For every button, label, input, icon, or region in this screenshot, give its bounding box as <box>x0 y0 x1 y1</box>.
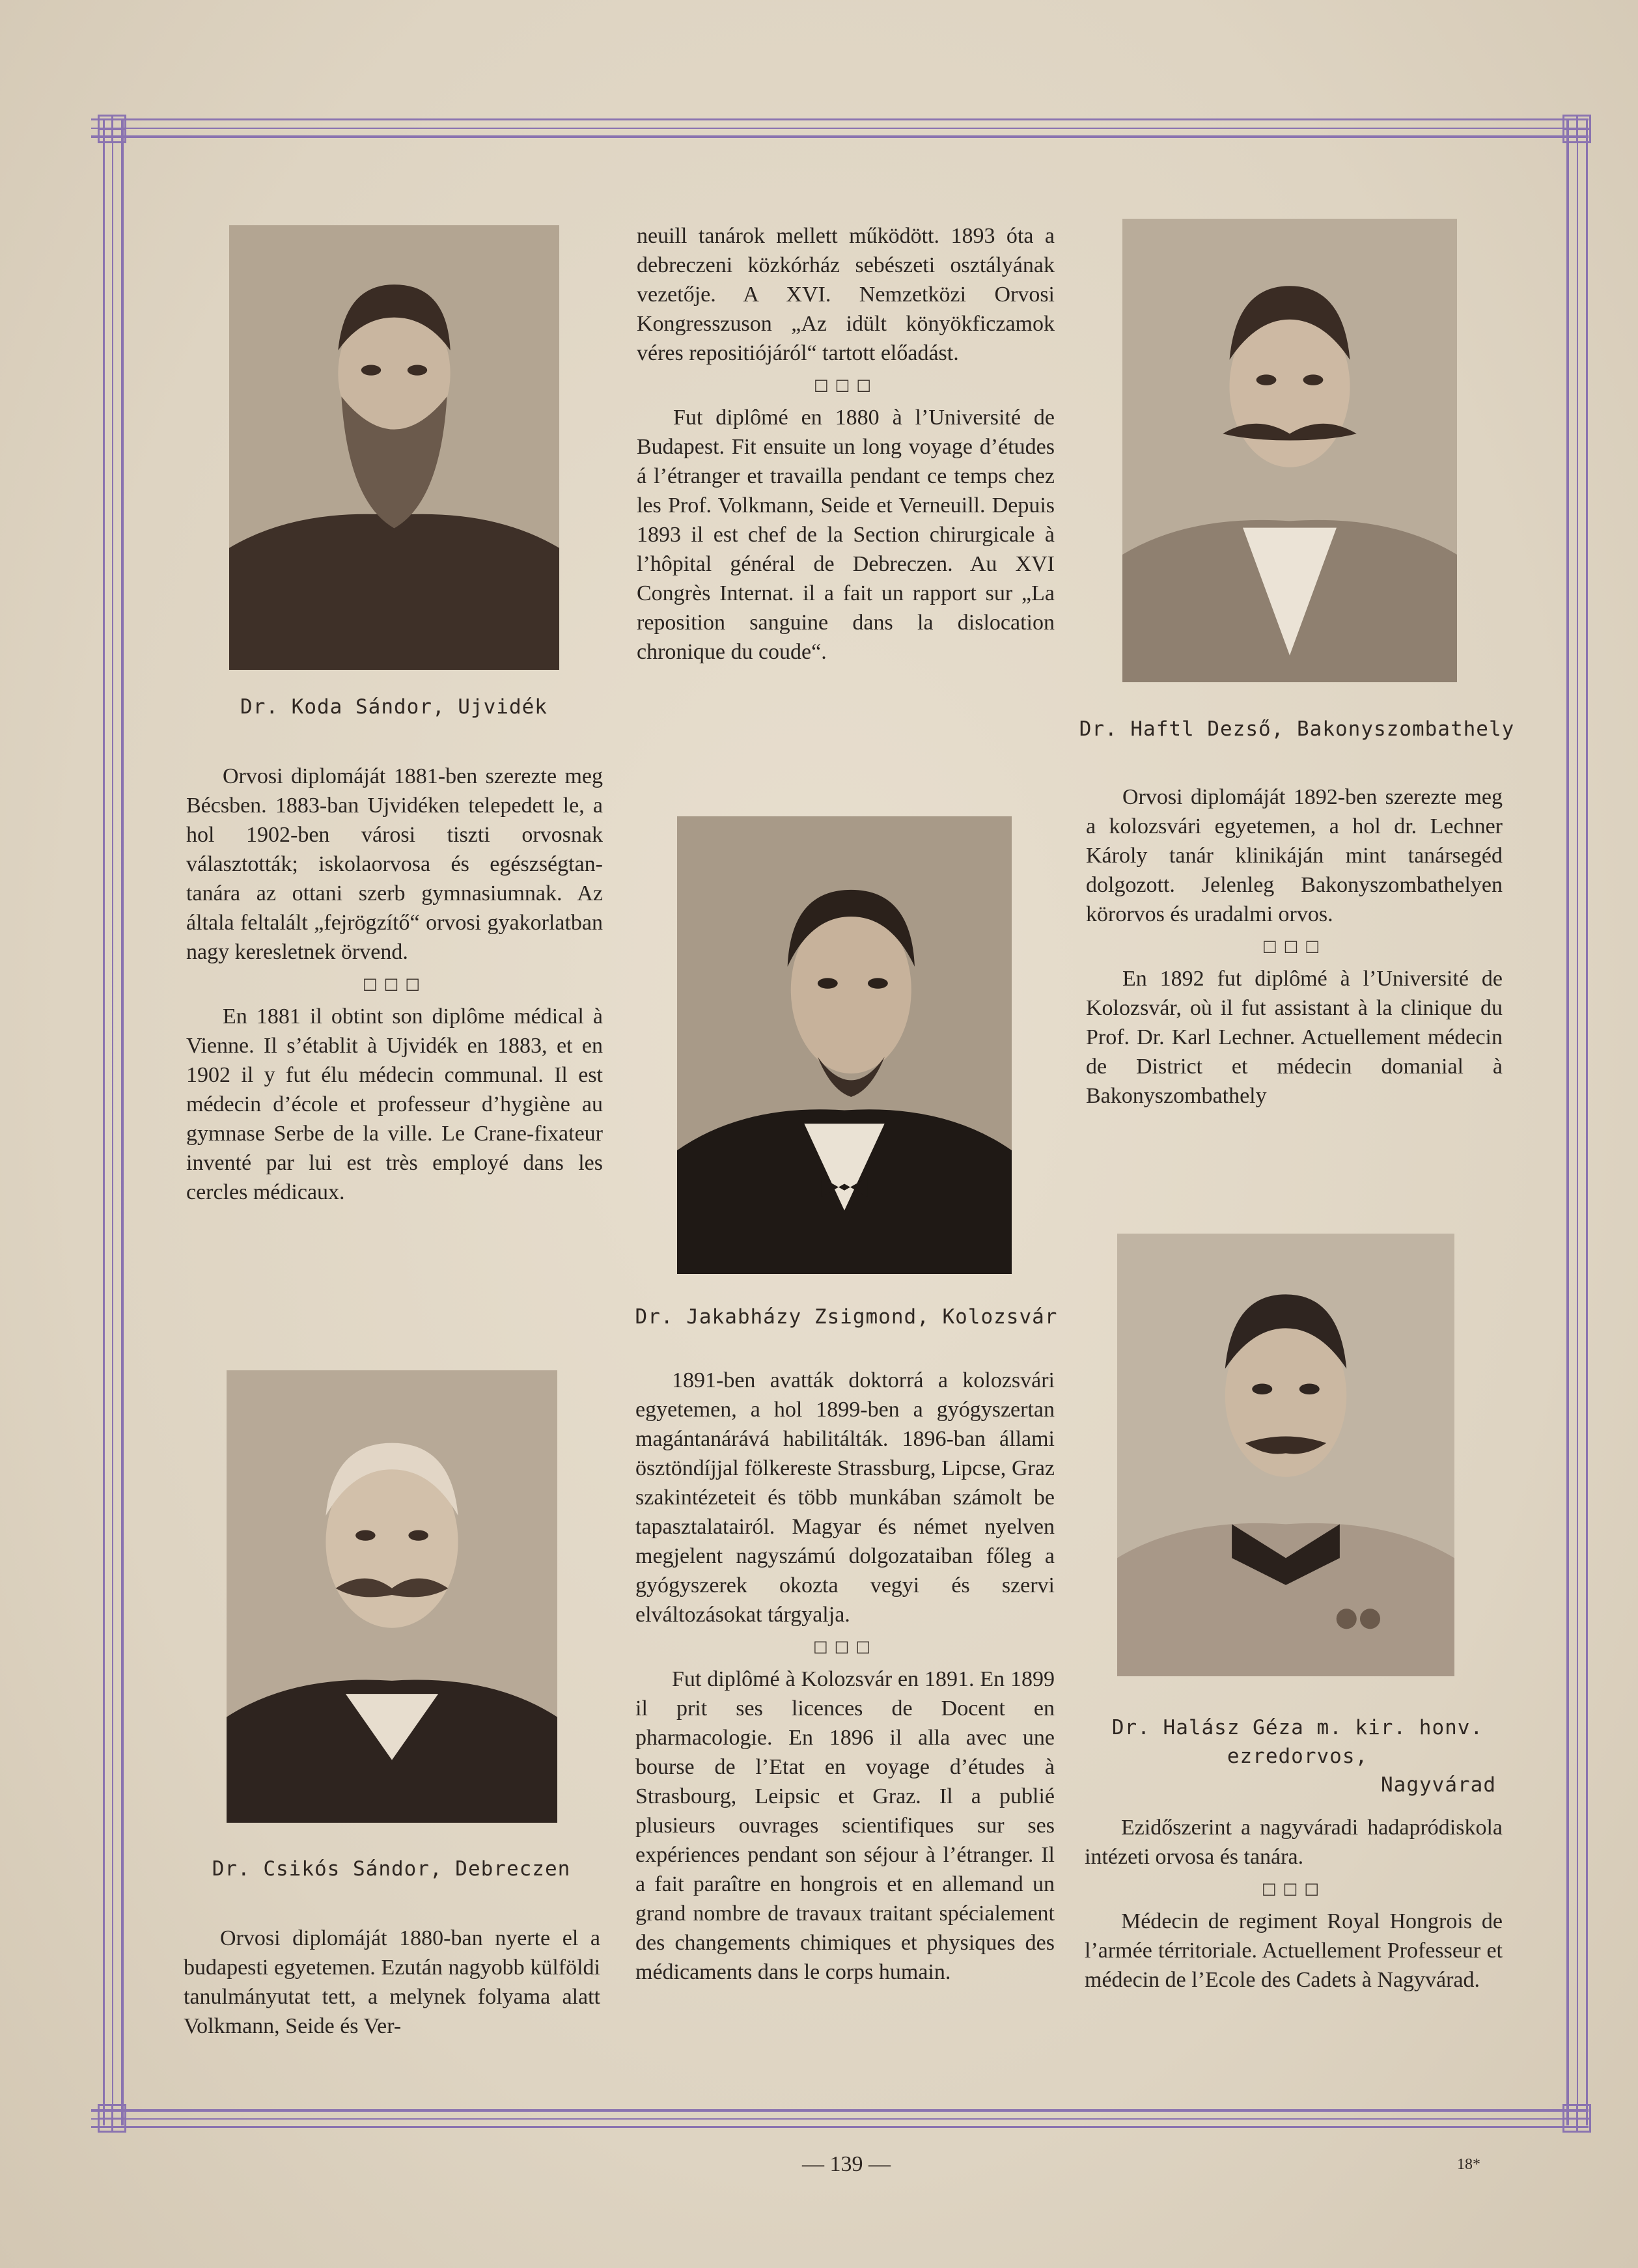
bio-haftl <box>1086 782 1503 1111</box>
page-number: — 139 — <box>802 2152 891 2176</box>
portrait-caption-csikos: Dr. Csikós Sándor, Debreczen <box>212 1857 571 1881</box>
bio-csikos-part2 <box>637 221 1055 667</box>
portrait-photo-jakabhazy <box>677 816 1012 1274</box>
portrait-caption-haftl: Dr. Haftl Dezső, Bakonyszombathely <box>1079 717 1515 741</box>
portrait-photo-halasz <box>1117 1234 1454 1676</box>
section-separator: □□□ <box>812 1637 878 1655</box>
bio-french: Médecin de regiment Royal Hongrois de l’armée térritoriale. Actuellement Professeur et médecin de l’Ecole des Cadets à Nagyvárad. <box>1085 1909 1503 1992</box>
portrait-caption-koda: Dr. Koda Sándor, Ujvidék <box>240 695 548 719</box>
frame-corner-ornament <box>1562 115 1591 143</box>
signature-mark: 18* <box>1457 2156 1480 2173</box>
portrait-caption-jakabhazy: Dr. Jakabházy Zsigmond, Kolozsvár <box>635 1305 1058 1329</box>
bio-french: Fut diplômé en 1880 à l’Université de Budapest. Fit ensuite un long voyage d’études á l’étranger et travailla pendant ce temps chez les Prof. Volkmann, Seide et Verneuill. Depuis 1893 il est chef de la Section chirurgicale à l’hôpital général de Debreczen. Au XVI Congrès Internat. il a fait un rapport sur „La reposition sanguine dans la dislocation chronique du coude“. <box>637 406 1055 664</box>
bio-french: Fut diplômé à Kolozsvár en 1891. En 1899 il prit ses licences de Docent en pharmacologie. En 1896 il alla avec une bourse de l’Etat en voyage d’études à Strasbourg, Leipsic et Graz. Il a publié plusieurs ouvrages scientifiques sur ses expériences pendant son séjour à l’étranger. Il a fait paraître en hongrois et en allemand un grand nombre de travaux traitant spécialement des changements chimiques et physiques des médicaments dans le corps humain. <box>635 1667 1055 1984</box>
section-separator: □□□ <box>362 975 427 993</box>
bio-hungarian: Ezidőszerint a nagyváradi hadapródiskola intézeti orvosa és tanára. <box>1085 1816 1503 1869</box>
bio-hungarian: Orvosi diplomáját 1892-ben szerezte meg a kolozsvári egyetemen, a hol dr. Lechner Károly tanár klinikáján mint tanársegéd dolgozott. Jelenleg Bakonyszombathelyen körorvos és uradalmi orvos. <box>1086 785 1503 926</box>
bio-hungarian-continued: neuill tanárok mellett működött. 1893 óta a debreczeni közkórház sebészeti osztályának vezetője. A XVI. Nemzetközi Orvosi Kongresszuson „Az idült könyökficzamok véres repositiójáról“ tartott előadást. <box>637 224 1055 365</box>
portrait-photo-koda <box>229 225 559 670</box>
bio-koda <box>186 762 603 1207</box>
bio-french: En 1892 fut diplômé à l’Université de Kolozsvár, où il fut assistant à la clinique du Prof. Dr. Karl Lechner. Actuellement médecin de District et médecin domanial à Bakonyszombathely <box>1086 967 1503 1108</box>
section-separator: □□□ <box>813 376 878 394</box>
portrait-photo-haftl <box>1122 219 1457 682</box>
frame-corner-ornament <box>1562 2104 1591 2133</box>
bio-hungarian: Orvosi diplomáját 1880-ban nyerte el a budapesti egyetemen. Ezután nagyobb külföldi tanulmányutat tett, a melynek folyama alatt Volkmann, Seide és Ver- <box>184 1926 600 2038</box>
bio-hungarian: Orvosi diplomáját 1881-ben szerezte meg Bécsben. 1883-ban Ujvidéken telepedett le, a hol 1902-ben városi tiszti orvosnak választották; iskolaorvosa és egészségtan-tanára az ottani szerb gymnasiumnak. Az általa feltalált „fejrögzítő“ orvosi gyakorlatban nagy keresletnek örvend. <box>186 764 603 964</box>
bio-french: En 1881 il obtint son diplôme médical à Vienne. Il s’établit à Ujvidék en 1883, et en 1902 il y fut élu médecin communal. Il est médecin d’école et professeur d’hygiène au gymnase Serbe de la ville. Le Crane-fixateur inventé par lui est très employé dans les cercles médicaux. <box>186 1004 603 1204</box>
frame-corner-ornament <box>98 115 126 143</box>
bio-hungarian: 1891-ben avatták doktorrá a kolozsvári egyetemen, a hol 1899-ben a gyógyszertan magántanárává habilitálták. 1896-ban állami ösztöndíjjal fölkereste Strassburg, Lipcse, Graz szakintézeteit és több munkában számolt be tapasztalatairól. Magyar és német nyelven megjelent nagyszámú dolgozataiban főleg a gyógyszerek okozta vegyi és szervi elváltozásokat tárgyalja. <box>635 1368 1055 1627</box>
bio-csikos-part1 <box>184 1924 600 2041</box>
section-separator: □□□ <box>1262 937 1327 955</box>
frame-corner-ornament <box>98 2104 126 2133</box>
portrait-photo-csikos <box>227 1370 557 1823</box>
caption-line: Nagyvárad <box>1381 1773 1496 1797</box>
bio-jakabhazy <box>635 1366 1055 1987</box>
bio-halasz <box>1085 1813 1503 1995</box>
caption-line: Dr. Halász Géza m. kir. honv. ezredorvos, <box>1111 1716 1484 1768</box>
portrait-caption-halasz <box>1073 1713 1522 1799</box>
section-separator: □□□ <box>1261 1879 1326 1898</box>
